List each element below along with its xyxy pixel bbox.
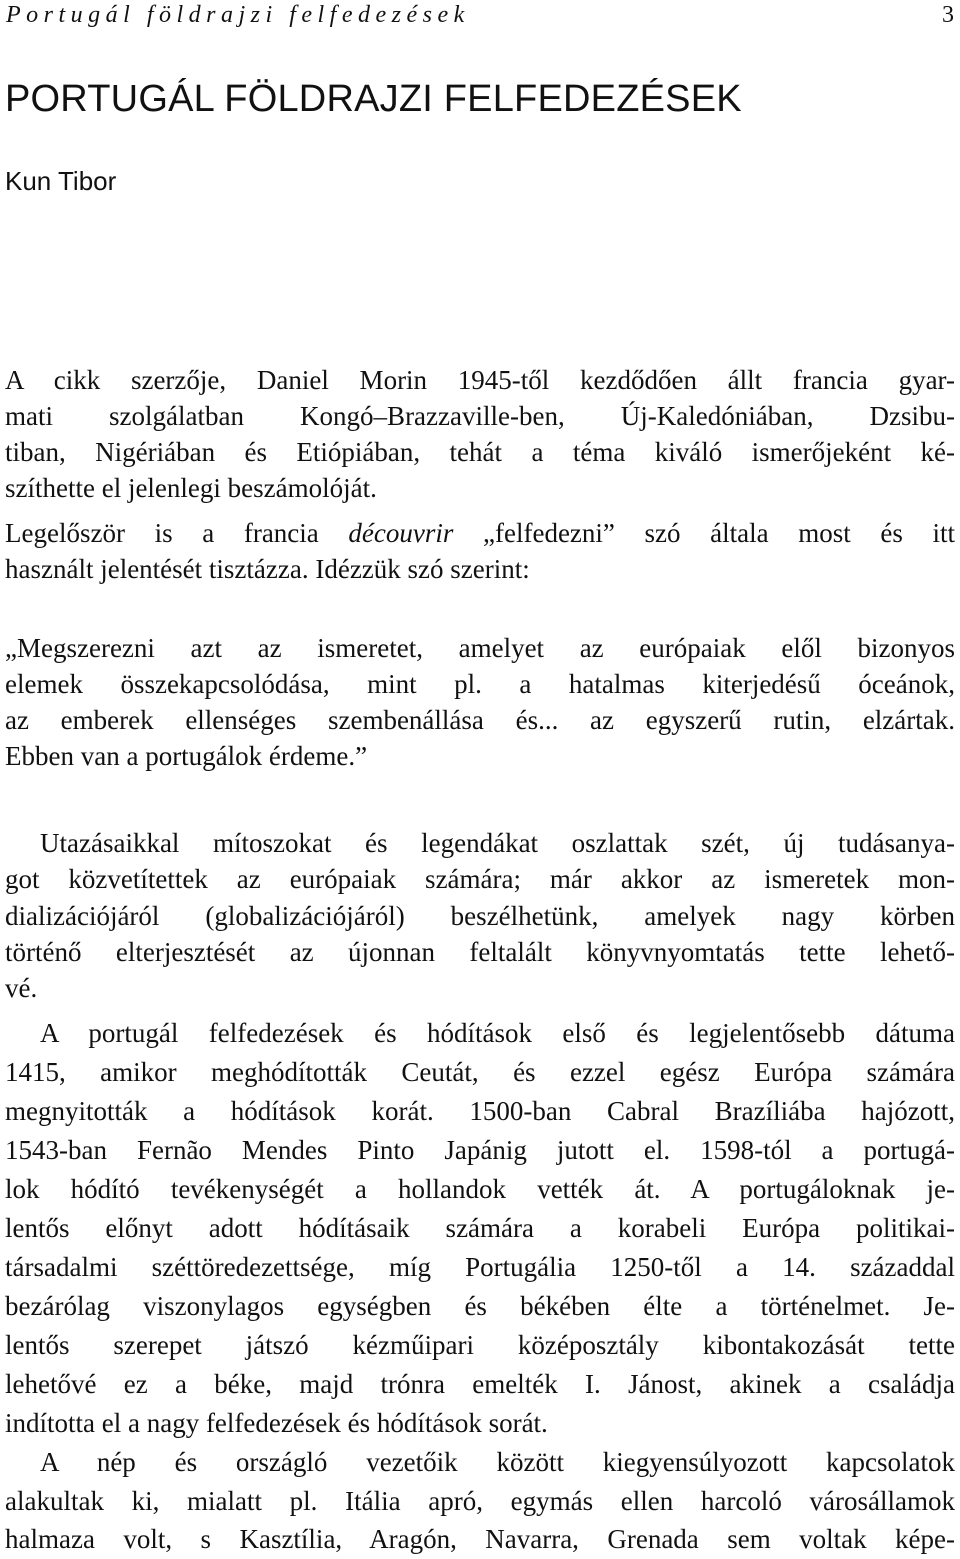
paragraph-3-line-5: vé. [5, 973, 38, 1003]
quote-line-4: Ebben van a portugálok érdeme.” [5, 741, 368, 771]
article-author: Kun Tibor [5, 166, 117, 196]
paragraph-1-line-2: mati szolgálatban Kongó–Brazzaville-ben, Új-Kaledóniában, Dzsibu- [5, 401, 955, 431]
paragraph-1-line-1: A cikk szerzője, Daniel Morin 1945-től kezdődően állt francia gyar- [5, 365, 955, 395]
french-term: découvrir [348, 518, 454, 548]
paragraph-2-text-before: Legelőször is a francia [5, 518, 349, 548]
paragraph-4-line-10: lehetővé ez a béke, majd trónra emelték I. Jánost, akinek a családja [5, 1369, 955, 1399]
paragraph-4-line-5: lok hódító tevékenységét a hollandok vették át. A portugáloknak je- [5, 1174, 955, 1204]
paragraph-4-line-9: lentős szerepet játszó kézműipari középosztály kibontakozását tette [5, 1330, 955, 1360]
paragraph-3-line-2: got közvetítettek az európaiak számára; már akkor az ismeretek mon- [5, 864, 955, 894]
quote-line-3: az emberek ellenséges szembenállása és... az egyszerű rutin, elzártak. [5, 705, 955, 735]
paragraph-3-line-1: Utazásaikkal mítoszokat és legendákat oszlattak szét, új tudásanya- [40, 828, 955, 858]
paragraph-2-line-2: használt jelentését tisztázza. Idézzük szó szerint: [5, 554, 530, 584]
quote-line-1: „Megszerezni azt az ismeretet, amelyet az európaiak elől bizonyos [5, 633, 955, 663]
paragraph-4-line-2: 1415, amikor meghódították Ceutát, és ezzel egész Európa számára [5, 1057, 955, 1087]
paragraph-1-line-3: tiban, Nigériában és Etiópiában, tehát a téma kiváló ismerőjeként ké- [5, 437, 955, 467]
paragraph-2-line-1 [5, 515, 955, 551]
paragraph-4-line-7: társadalmi széttöredezettsége, míg Portugália 1250-től a 14. századdal [5, 1252, 955, 1282]
article-title: PORTUGÁL FÖLDRAJZI FELFEDEZÉSEK [5, 78, 742, 120]
paragraph-4-line-1: A portugál felfedezések és hódítások első és legjelentősebb dátuma [40, 1018, 955, 1048]
paragraph-4-line-8: bezárólag viszonylagos egységben és békében élte a történelmet. Je- [5, 1291, 955, 1321]
paragraph-4-line-3: megnyitották a hódítások korát. 1500-ban Cabral Brazíliába hajózott, [5, 1096, 955, 1126]
page-number: 3 [942, 2, 954, 28]
paragraph-4-line-6: lentős előnyt adott hódításaik számára a korabeli Európa politikai- [5, 1213, 955, 1243]
quote-line-2: elemek összekapcsolódása, mint pl. a hatalmas kiterjedésű óceánok, [5, 669, 955, 699]
paragraph-3-line-4: történő elterjesztését az újonnan feltalált könyvnyomtatás tette lehető- [5, 937, 955, 967]
paragraph-2-text-after: „felfedezni” szó általa most és itt [453, 518, 956, 548]
running-header [6, 0, 956, 30]
running-title: Portugál földrajzi felfedezések [6, 2, 470, 28]
paragraph-4-line-4: 1543-ban Fernão Mendes Pinto Japánig jutott el. 1598-tól a portugá- [5, 1135, 955, 1165]
paragraph-5-line-2: alakultak ki, mialatt pl. Itália apró, egymás ellen harcoló városállamok [5, 1486, 955, 1516]
paragraph-5-line-3: halmaza volt, s Kasztília, Aragón, Navarra, Grenada sem voltak képe- [5, 1524, 955, 1554]
paragraph-1-line-4: szíthette el jelenlegi beszámolóját. [5, 473, 377, 503]
paragraph-3-line-3: dializációjáról (globalizációjáról) beszélhetünk, amelyek nagy körben [5, 901, 955, 931]
paragraph-4-line-11: indította el a nagy felfedezések és hódítások sorát. [5, 1408, 548, 1438]
paragraph-5-line-1: A nép és országló vezetőik között kiegyensúlyozott kapcsolatok [40, 1447, 955, 1477]
